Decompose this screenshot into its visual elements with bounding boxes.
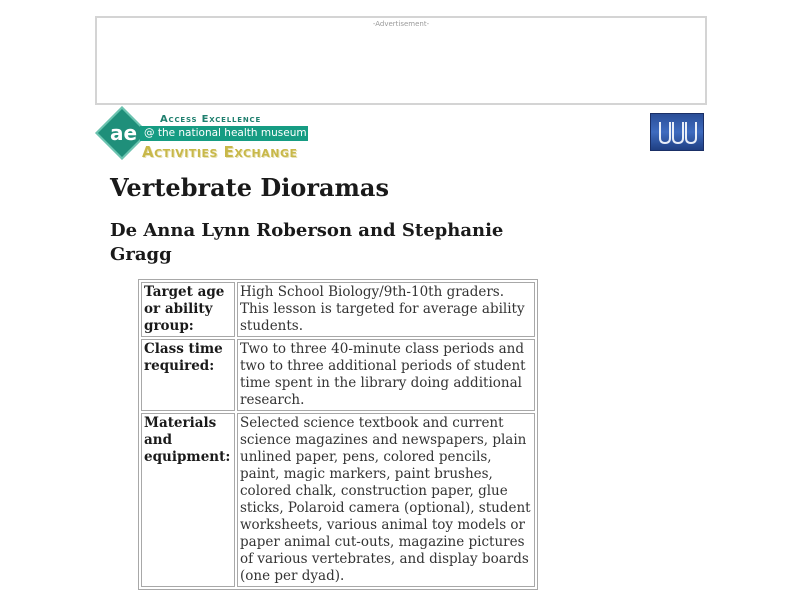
logo-subtitle: @ the national health museum [140, 126, 308, 141]
row-label: Target age or ability group: [141, 282, 235, 337]
ww-glyph-icon [657, 120, 699, 146]
row-value: Selected science textbook and current science magazines and newspapers, plain unlined paper, pens, colored pencils, paint, magic markers, paint brushes, colored chalk, construction paper, glue sticks, Polaroid camera (optional), student worksheets, various animal toy models or paper animal cut-outs, magazine pictures of various vertebrates, and display boards (one per dyad). [237, 413, 535, 587]
ae-glyph: ae [110, 121, 138, 145]
page-title: Vertebrate Dioramas [110, 173, 389, 202]
row-label: Materials and equipment: [141, 413, 235, 587]
lesson-info-table [138, 279, 538, 590]
row-value: High School Biology/9th-10th graders. This lesson is targeted for average ability students. [237, 282, 535, 337]
advertisement-label: -Advertisement- [372, 20, 430, 28]
ww-logo-icon[interactable] [650, 113, 704, 151]
access-excellence-logo[interactable] [98, 112, 313, 168]
table-row [141, 339, 535, 411]
advertisement-banner[interactable] [95, 16, 707, 105]
logo-title-bottom: Activities Exchange [142, 143, 298, 161]
table-row [141, 413, 535, 587]
row-label: Class time required: [141, 339, 235, 411]
row-value: Two to three 40-minute class periods and two to three additional periods of student time spent in the library doing additional research. [237, 339, 535, 411]
authors-heading: De Anna Lynn Roberson and Stephanie Gragg [110, 220, 504, 265]
logo-title-top: Access Excellence [160, 114, 262, 125]
table-row [141, 282, 535, 337]
